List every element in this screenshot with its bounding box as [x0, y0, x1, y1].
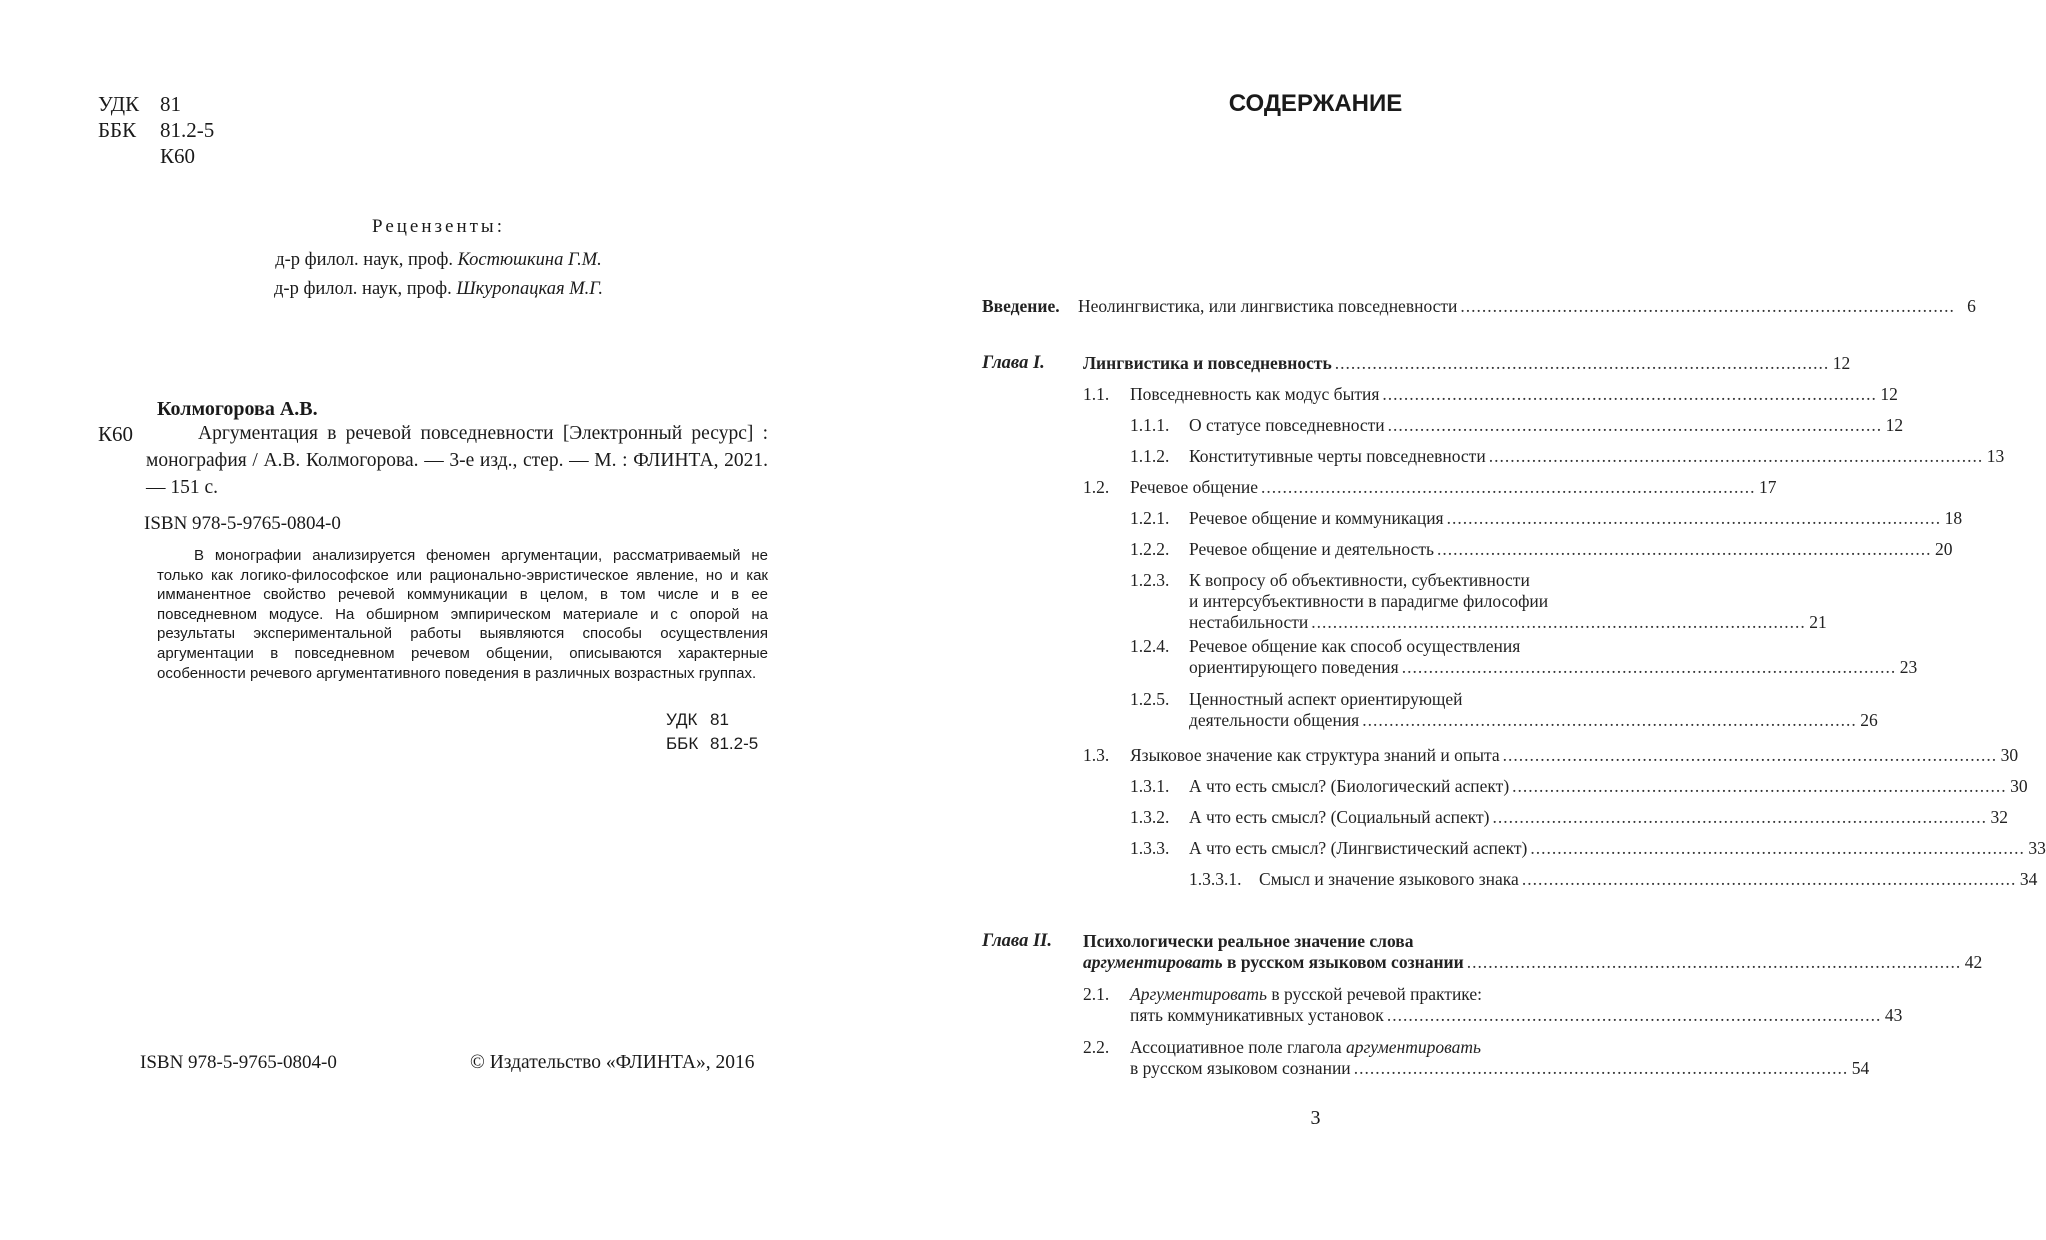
toc-entry-title-line: Речевое общение как способ осуществления	[1189, 636, 1521, 656]
reviewer-prefix: д-р филол. наук, проф.	[275, 250, 458, 270]
toc-entry-title: Повседневность как модус бытия	[1130, 384, 1380, 404]
toc-entry-title-line: и интерсубъективности в парадигме философии	[1189, 591, 1549, 611]
toc-entry-number: 2.1.	[1083, 984, 1110, 1004]
toc-entry-title: Языковое значение как структура знаний и опыта	[1130, 745, 1500, 765]
toc-entry-title: Конститутивные черты повседневности	[1189, 446, 1486, 466]
reviewers-title: Рецензенты:	[372, 216, 505, 237]
udk-block-bottom	[666, 708, 758, 756]
toc-page-number: 34	[2019, 869, 2038, 889]
dot-leader: ............................................................................................	[1488, 446, 1984, 466]
bbk-label: ББК	[98, 118, 137, 142]
toc-entry-title: А что есть смысл? (Биологический аспект)	[1189, 776, 1510, 796]
toc-page-number: 18	[1944, 508, 1963, 528]
book-author: Колмогорова А.В.	[157, 398, 318, 420]
toc-entry-number: 1.3.2.	[1130, 807, 1170, 827]
udk-value: 81	[160, 92, 181, 116]
toc-entry-title: Речевое общение и деятельность	[1189, 539, 1434, 559]
dot-leader: ............................................................................................	[1311, 612, 1806, 632]
toc-entry-title: А что есть смысл? (Лингвистический аспект)	[1189, 838, 1528, 858]
emphasized-word: аргументировать	[1083, 952, 1223, 972]
toc-entry-number: 1.2.	[1083, 477, 1110, 497]
dot-leader: ............................................................................................	[1460, 296, 1955, 316]
title-rest: в русском языковом сознании	[1222, 952, 1464, 972]
dot-leader: ............................................................................................	[1436, 539, 1932, 559]
toc-entry-label: Введение.	[982, 296, 1060, 316]
toc-page-number: 20	[1934, 539, 1953, 559]
bbk-value: 81.2-5	[160, 118, 215, 142]
dot-leader: ............................................................................................	[1353, 1058, 1849, 1078]
bbk-label: ББК	[666, 734, 699, 753]
toc-title: СОДЕРЖАНИЕ	[1228, 90, 1403, 117]
toc-page-number: 26	[1860, 710, 1878, 730]
author-mark: К60	[160, 144, 196, 168]
bbk-value: 81.2-5	[710, 734, 759, 753]
page-number: 3	[1310, 1107, 1321, 1129]
toc-entry-title: Смысл и значение языкового знака	[1259, 869, 1519, 889]
dot-leader: ............................................................................................	[1521, 869, 2017, 889]
toc-page-number: 33	[2028, 838, 2046, 858]
dot-leader: ............................................................................................	[1334, 353, 1830, 373]
isbn: ISBN 978-5-9765-0804-0	[144, 513, 341, 534]
toc-entry-number: 1.3.	[1083, 745, 1110, 765]
toc-page-number: 54	[1851, 1058, 1870, 1078]
right-page	[877, 0, 2046, 1240]
toc-entry-label: Глава II.	[982, 931, 1052, 951]
toc-entry-title-line	[1083, 952, 1464, 973]
toc-page-number: 17	[1759, 477, 1777, 497]
reviewer-name: Шкуропацкая М.Г.	[456, 279, 603, 299]
toc-entry-title-line: К вопросу об объективности, субъективности	[1189, 570, 1530, 590]
udk-value: 81	[710, 710, 729, 729]
toc-entry-number: 1.3.1.	[1130, 776, 1170, 796]
toc-entry-number: 1.2.1.	[1130, 508, 1170, 528]
dot-leader: ............................................................................................	[1512, 776, 2007, 796]
toc-page-number: 43	[1884, 1005, 1903, 1025]
toc-entry-title-line: нестабильности	[1189, 612, 1309, 632]
dot-leader: ............................................................................................	[1387, 415, 1883, 435]
toc-entry-title-line	[1130, 984, 1482, 1005]
dot-leader: ............................................................................................	[1261, 477, 1756, 497]
left-page	[0, 0, 877, 1240]
toc-entry-number: 1.2.3.	[1130, 570, 1170, 590]
toc-entry-title-line: ориентирующего поведения	[1189, 657, 1399, 677]
toc-entry-number: 1.3.3.1.	[1189, 869, 1242, 889]
dot-leader: ............................................................................................	[1530, 838, 2025, 858]
toc-page-number: 12	[1880, 384, 1898, 404]
udk-block-top	[98, 91, 214, 169]
toc-entry-label: Глава I.	[982, 353, 1045, 373]
reviewer-1	[0, 250, 877, 271]
toc-entry-title-line: Ценностный аспект ориентирующей	[1189, 689, 1463, 709]
toc-entry-title: О статусе повседневности	[1189, 415, 1385, 435]
udk-label: УДК	[666, 710, 698, 729]
bibliographic-description: Аргументация в речевой повседневности [Электронный ресурс] : монография / А.В. Колмогорова. — 3-е изд., стер. — М. : ФЛИНТА, 2021. — 151 с.	[146, 423, 768, 498]
toc-entry-title-line	[1130, 1037, 1481, 1058]
toc-entry-number: 2.2.	[1083, 1037, 1110, 1057]
toc-page-number: 12	[1832, 353, 1851, 373]
toc-entry-title: Речевое общение	[1130, 477, 1259, 497]
dot-leader: ............................................................................................	[1466, 952, 1962, 972]
toc-page-number: 23	[1899, 657, 1918, 677]
title-rest: в русской речевой практике:	[1266, 984, 1483, 1004]
toc-page-number: 21	[1809, 612, 1827, 632]
dot-leader: ............................................................................................	[1492, 807, 1987, 827]
dot-leader: ............................................................................................	[1382, 384, 1877, 404]
toc-page-number: 13	[1986, 446, 2005, 466]
reviewer-2	[0, 279, 877, 300]
toc-page-number: 32	[1990, 807, 2008, 827]
reviewer-prefix: д-р филол. наук, проф.	[274, 279, 457, 299]
title-rest: Ассоциативное поле глагола	[1130, 1037, 1346, 1057]
toc-page-number: 30	[2010, 776, 2028, 796]
dot-leader: ............................................................................................	[1386, 1005, 1882, 1025]
toc-page-number: 42	[1964, 952, 1983, 972]
emphasized-word: Аргументировать	[1130, 984, 1267, 1004]
toc-entry-title: А что есть смысл? (Социальный аспект)	[1189, 807, 1490, 827]
toc-page-number: 30	[2000, 745, 2019, 765]
toc-entry-number: 1.3.3.	[1130, 838, 1170, 858]
dot-leader: ............................................................................................	[1362, 710, 1857, 730]
toc-entry-number: 1.2.5.	[1130, 689, 1170, 709]
dot-leader: ............................................................................................	[1401, 657, 1897, 677]
emphasized-word: аргументировать	[1345, 1037, 1481, 1057]
toc-entry-title-line: в русском языковом сознании	[1130, 1058, 1351, 1078]
abstract: В монографии анализируется феномен аргументации, рассматриваемый не только как логико-философское или рационально-эвристическое явление, но и как имманентное свойство речевой коммуникации в целом, в том числе и в ее повседневном модусе. На обширном эмпирическом материале и с опорой на результаты экспериментальной работы выявляются способы осуществления аргументации в повседневном речевом общении, описываются характерные особенности речевого аргументативного поведения в различных возрастных группах.	[157, 547, 768, 682]
toc-entry-number: 1.1.	[1083, 384, 1110, 404]
footer-isbn: ISBN 978-5-9765-0804-0	[140, 1052, 337, 1073]
toc-entry-title-line: Психологически реальное значение слова	[1083, 931, 1414, 951]
toc-entry-number: 1.2.4.	[1130, 636, 1170, 656]
dot-leader: ............................................................................................	[1446, 508, 1942, 528]
toc-entry-number: 1.1.2.	[1130, 446, 1170, 466]
biblio-mark: К60	[98, 422, 134, 446]
toc-page-number: 12	[1885, 415, 1904, 435]
toc-entry-title-line: пять коммуникативных установок	[1130, 1005, 1384, 1025]
toc-entry-title: Лингвистика и повседневность	[1083, 353, 1332, 373]
toc-entry-title: Неолингвистика, или лингвистика повседневности	[1078, 296, 1458, 316]
toc-entry-number: 1.1.1.	[1130, 415, 1170, 435]
reviewer-name: Костюшкина Г.М.	[457, 250, 602, 270]
copyright: © Издательство «ФЛИНТА», 2016	[470, 1052, 755, 1073]
toc-page-number: 6	[1967, 296, 1976, 316]
toc-entry-title-line: деятельности общения	[1189, 710, 1360, 730]
toc-entry-number: 1.2.2.	[1130, 539, 1170, 559]
dot-leader: ............................................................................................	[1502, 745, 1998, 765]
toc-entry-title: Речевое общение и коммуникация	[1189, 508, 1444, 528]
udk-label: УДК	[98, 92, 140, 116]
